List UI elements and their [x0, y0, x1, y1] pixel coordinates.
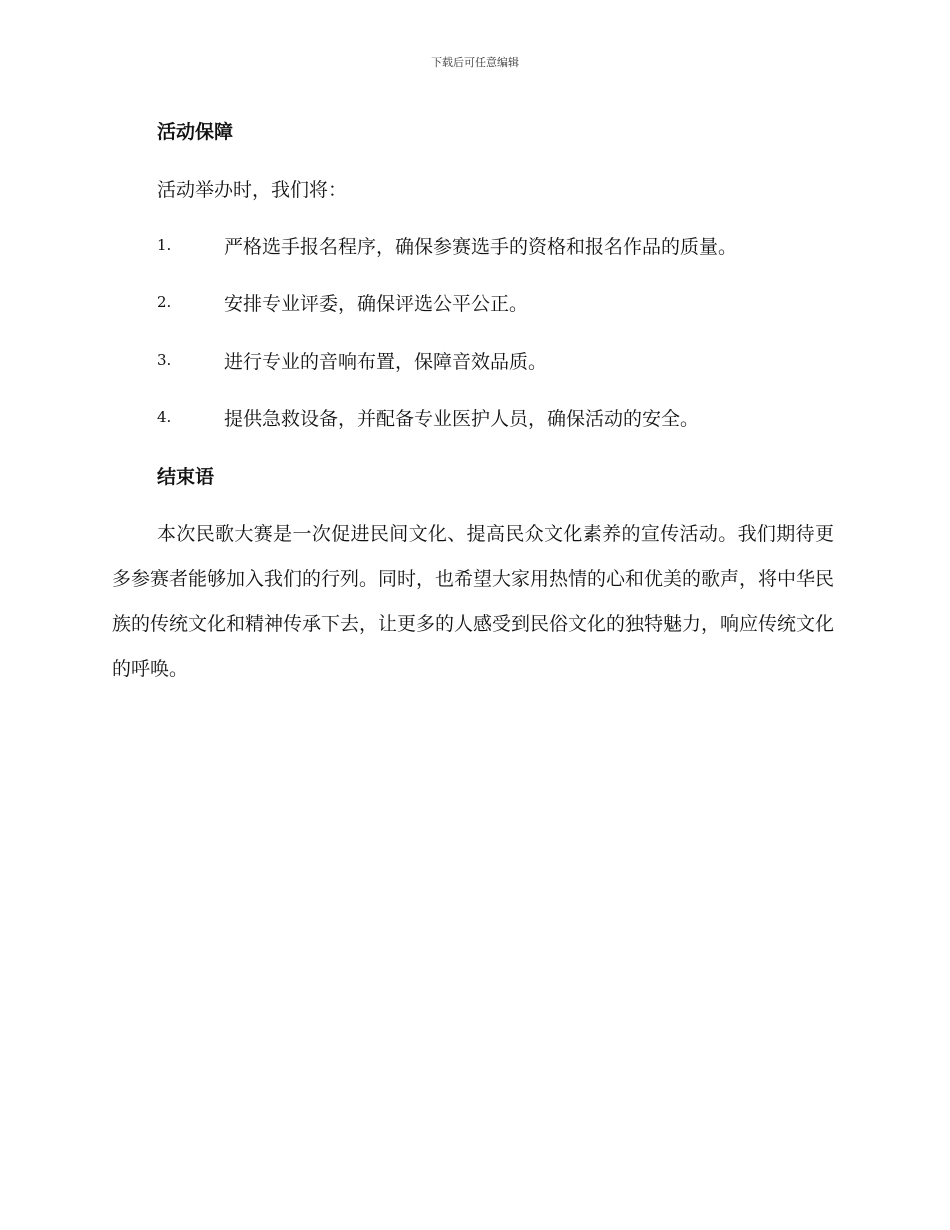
list-item-text: 提供急救设备，并配备专业医护人员，确保活动的安全。: [224, 408, 700, 430]
list-item-text: 进行专业的音响布置，保障音效品质。: [224, 351, 548, 373]
section-heading-guarantee: 活动保障: [157, 121, 234, 143]
intro-line: 活动举办时，我们将：: [157, 179, 348, 201]
section-heading-closing: 结束语: [157, 466, 215, 488]
list-item-number: 3.: [157, 351, 172, 369]
list-item-text: 安排专业评委，确保评选公平公正。: [224, 293, 529, 315]
list-item-number: 1.: [157, 236, 172, 254]
list-item: [157, 347, 857, 375]
closing-paragraph: 本次民歌大赛是一次促进民间文化、提高民众文化素养的宣传活动。我们期待更多参赛者能够加入我们的行列。同时，也希望大家用热情的心和优美的歌声，将中华民族的传统文化和精神传承下去，让更多的人感受到民俗文化的独特魅力，响应传统文化的呼唤。: [112, 523, 835, 680]
list-item-number: 4.: [157, 408, 172, 426]
list-item: [157, 404, 857, 432]
list-item-text: 严格选手报名程序，确保参赛选手的资格和报名作品的质量。: [224, 236, 738, 258]
list-item: [157, 289, 857, 317]
list-item-number: 2.: [157, 293, 172, 311]
list-item: [157, 232, 857, 260]
page-header: 下载后可任意编辑: [431, 56, 519, 69]
